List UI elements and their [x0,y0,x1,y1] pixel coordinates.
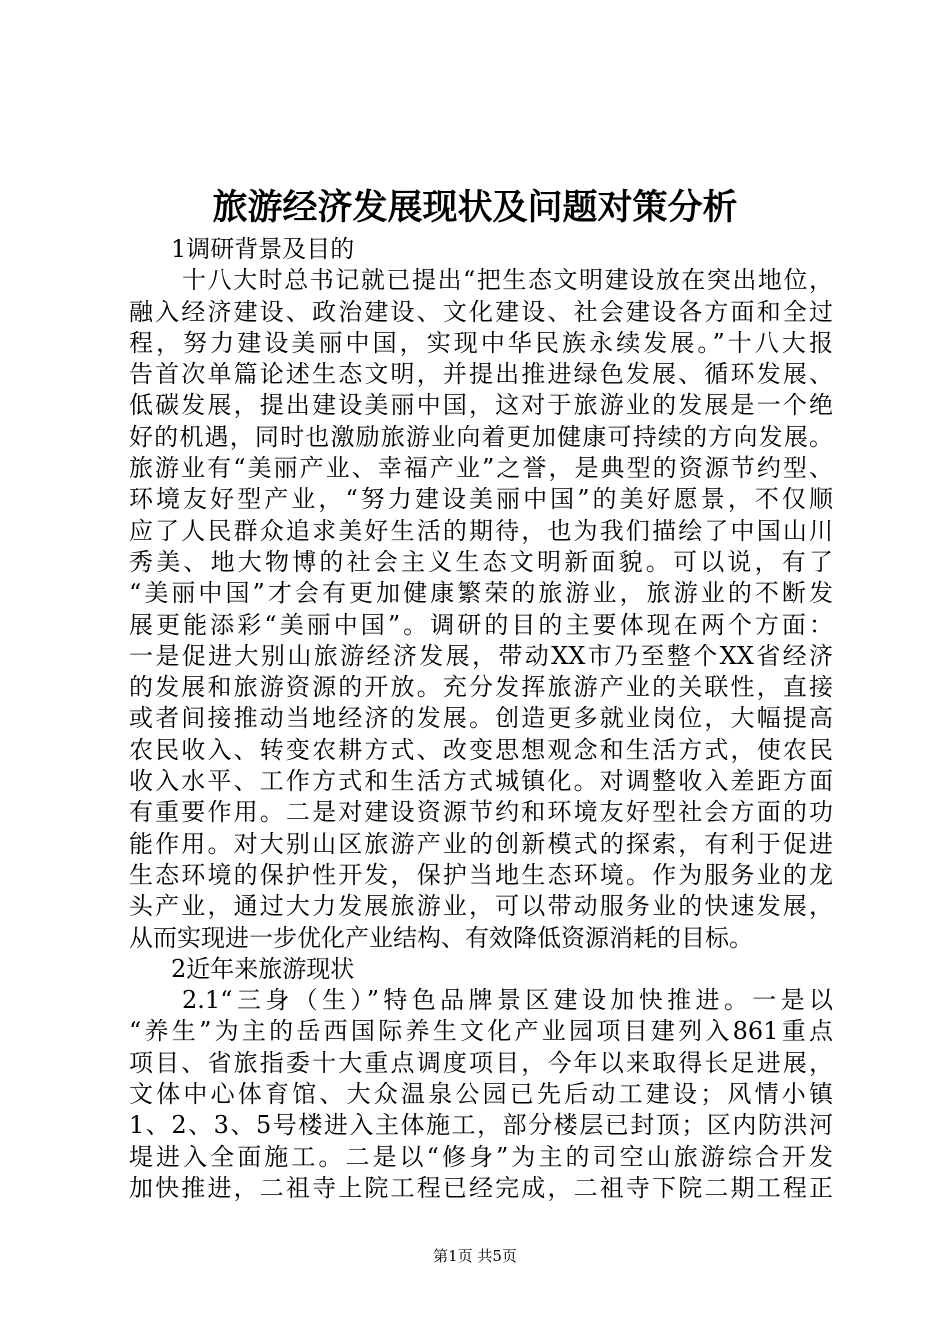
paragraph-line: 好的机遇，同时也激励旅游业向着更加健康可持续的方向发展。 [129,422,833,451]
section-heading: 1调研背景及目的 [171,235,355,263]
paragraph-line: 融入经济建设、政治建设、文化建设、社会建设各方面和全过 [129,297,833,326]
document-body [129,234,833,1204]
paragraph-line: “美丽中国”才会有更加健康繁荣的旅游业，旅游业的不断发 [129,579,833,608]
paragraph-line: 能作用。对大别山区旅游产业的创新模式的探索，有利于促进 [129,829,833,858]
paragraph-line: 告首次单篇论述生态文明，并提出推进绿色发展、循环发展、 [129,360,833,389]
paragraph-line: 文体中心体育馆、大众温泉公园已先后动工建设；风情小镇 [129,1080,833,1109]
paragraph-line: 1、2、3、5号楼进入主体施工，部分楼层已封顶；区内防洪河 [129,1111,833,1140]
paragraph-line: 加快推进，二祖寺上院工程已经完成，二祖寺下院二期工程正 [129,1173,833,1202]
paragraph-line: 应了人民群众追求美好生活的期待，也为我们描绘了中国山川 [129,516,833,545]
paragraph-line: 低碳发展，提出建设美丽中国，这对于旅游业的发展是一个绝 [129,391,833,420]
paragraph-line: 收入水平、工作方式和生活方式城镇化。对调整收入差距方面 [129,767,833,796]
paragraph-line: “养生”为主的岳西国际养生文化产业园项目建列入861重点 [129,1017,833,1046]
paragraph-line: 环境友好型产业，“努力建设美丽中国”的美好愿景，不仅顺 [129,485,833,514]
section-heading: 2近年来旅游现状 [171,954,355,983]
paragraph-line: 有重要作用。二是对建设资源节约和环境友好型社会方面的功 [129,798,833,827]
paragraph-line: 旅游业有“美丽产业、幸福产业”之誉，是典型的资源节约型、 [129,454,833,483]
paragraph-line: 项目、省旅指委十大重点调度项目，今年以来取得长足进展， [129,1048,833,1077]
paragraph-line: 农民收入、转变农耕方式、改变思想观念和生活方式，使农民 [129,735,833,764]
paragraph-line: 堤进入全面施工。二是以“修身”为主的司空山旅游综合开发 [129,1142,833,1171]
paragraph-line: 或者间接推动当地经济的发展。创造更多就业岗位，大幅提高 [129,704,833,733]
paragraph-line: 秀美、地大物博的社会主义生态文明新面貌。可以说，有了 [129,547,833,576]
paragraph-line: 从而实现进一步优化产业结构、有效降低资源消耗的目标。 [129,923,753,952]
page-footer: 第1页 共5页 [433,1247,517,1265]
document-title: 旅游经济发展现状及问题对策分析 [212,187,738,228]
paragraph-line: 的发展和旅游资源的开放。充分发挥旅游产业的关联性，直接 [129,673,833,702]
paragraph-line: 十八大时总书记就已提出“把生态文明建设放在突出地位， [182,266,833,295]
paragraph-line: 一是促进大别山旅游经济发展，带动XX市乃至整个XX省经济 [129,641,833,670]
paragraph-line: 程，努力建设美丽中国，实现中华民族永续发展。”十八大报 [129,328,833,357]
paragraph-line: 2.1“三身（生）”特色品牌景区建设加快推进。一是以 [182,986,833,1015]
paragraph-line: 生态环境的保护性开发，保护当地生态环境。作为服务业的龙 [129,860,833,889]
paragraph-line: 头产业，通过大力发展旅游业，可以带动服务业的快速发展， [129,892,833,921]
paragraph-line: 展更能添彩“美丽中国”。调研的目的主要体现在两个方面： [129,610,833,639]
